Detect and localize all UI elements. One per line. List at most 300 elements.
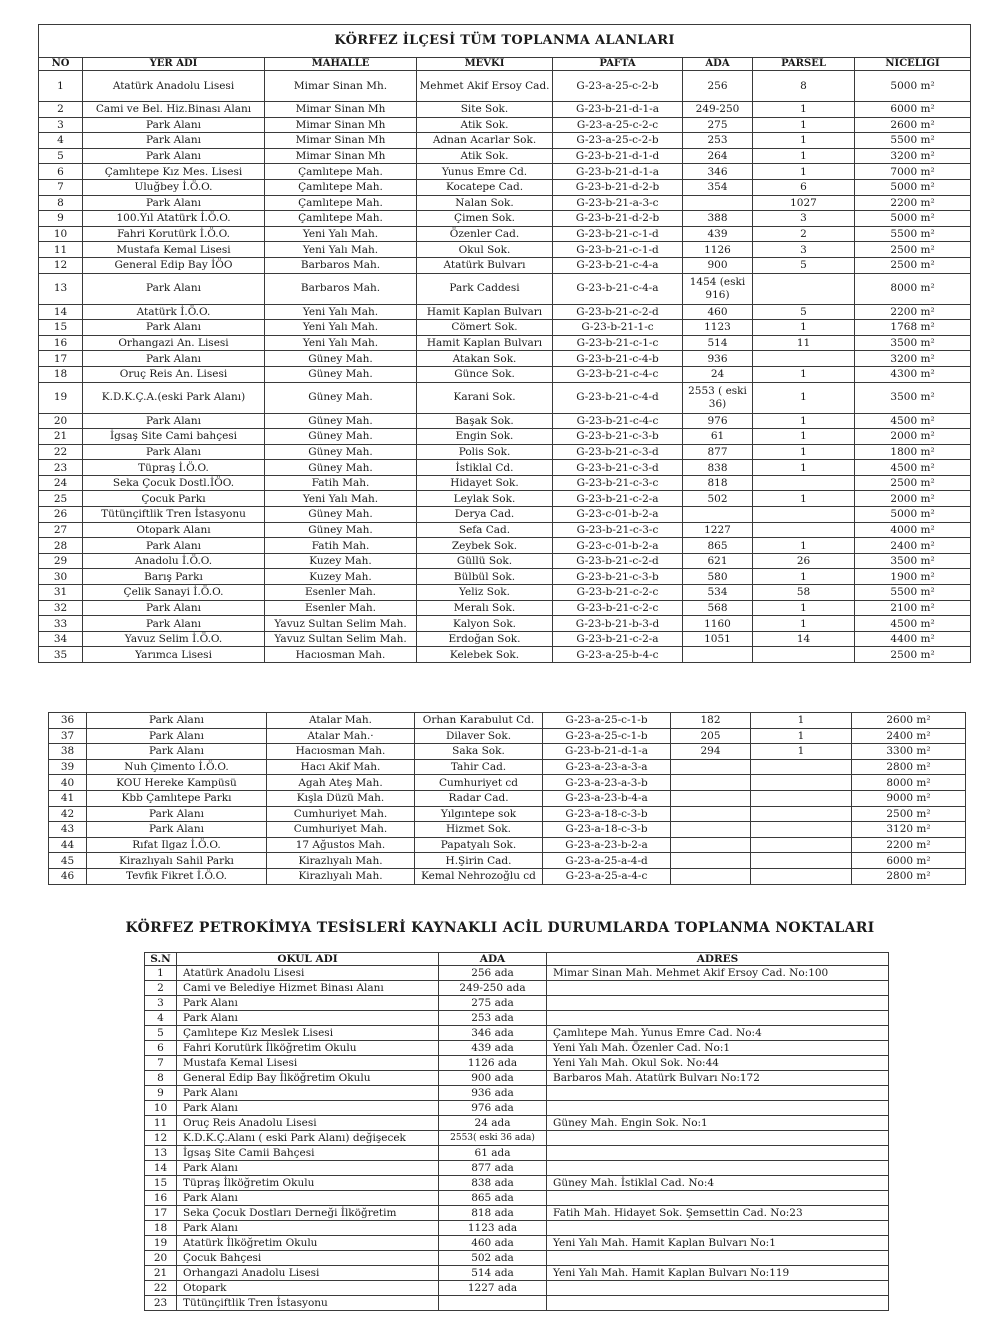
table-cell: Derya Cad. xyxy=(417,507,553,523)
table-cell: 346 ada xyxy=(439,1026,547,1041)
table-cell: Rıfat Ilgaz İ.Ö.O. xyxy=(87,837,267,853)
table-cell: Park Alanı xyxy=(83,273,265,304)
table-cell: Radar Cad. xyxy=(415,790,543,806)
table-cell: 5 xyxy=(39,148,83,164)
table-cell: 6 xyxy=(753,179,855,195)
table-cell: 5000 m² xyxy=(855,71,971,102)
table-cell: Mehmet Akif Ersoy Cad. xyxy=(417,71,553,102)
table-cell: Çamlıtepe Kız Meslek Lisesi xyxy=(177,1026,439,1041)
table-cell: 1900 m² xyxy=(855,569,971,585)
table-cell xyxy=(751,759,852,775)
table-cell: 32 xyxy=(39,600,83,616)
table-cell: 502 ada xyxy=(439,1251,547,1266)
table-cell: G-23-b-21-c-4-b xyxy=(553,351,683,367)
table-cell: Hacıosman Mah. xyxy=(267,744,415,760)
table-row xyxy=(49,806,966,822)
table-row xyxy=(145,1161,889,1176)
table-cell: 14 xyxy=(39,304,83,320)
table-cell: G-23-b-21-c-3-b xyxy=(553,569,683,585)
table-cell: 900 ada xyxy=(439,1071,547,1086)
table-cell: Kalyon Sok. xyxy=(417,616,553,632)
table-cell: 7 xyxy=(145,1056,177,1071)
table-cell: G-23-b-21-c-3-c xyxy=(553,522,683,538)
table-row xyxy=(39,71,971,102)
table-cell xyxy=(753,475,855,491)
table-cell xyxy=(547,1161,889,1176)
table-cell: 12 xyxy=(39,257,83,273)
table-cell: 3 xyxy=(753,211,855,227)
table-cell: Papatyalı Sok. xyxy=(415,837,543,853)
table-cell: Tahir Cad. xyxy=(415,759,543,775)
table-cell: Yeni Yalı Mah. xyxy=(265,491,417,507)
table-row xyxy=(39,616,971,632)
table-cell xyxy=(547,1221,889,1236)
table-cell: Park Alanı xyxy=(87,744,267,760)
table-cell: Mustafa Kemal Lisesi xyxy=(83,242,265,258)
table-cell xyxy=(751,853,852,869)
table-cell: 15 xyxy=(39,320,83,336)
table-cell: 1 xyxy=(753,569,855,585)
column-header: NİCELİĞİ xyxy=(855,58,971,71)
table-cell: 2553 ( eski 36) xyxy=(683,382,753,413)
table-row xyxy=(39,257,971,273)
table-cell: 100.Yıl Atatürk İ.Ö.O. xyxy=(83,211,265,227)
table-cell: Kuzey Mah. xyxy=(265,569,417,585)
table-cell: 1768 m² xyxy=(855,320,971,336)
table-cell: Park Alanı xyxy=(177,1161,439,1176)
table-cell: 20 xyxy=(145,1251,177,1266)
table-cell: Yeni Yalı Mah. xyxy=(265,304,417,320)
table-cell: KOU Hereke Kampüsü xyxy=(87,775,267,791)
table-cell: 1227 xyxy=(683,522,753,538)
table-cell: 2200 m² xyxy=(855,304,971,320)
table-cell: G-23-b-21-c-1-c xyxy=(553,335,683,351)
table-title: KÖRFEZ İLÇESİ TÜM TOPLANMA ALANLARI xyxy=(39,25,971,58)
table-cell: 3200 m² xyxy=(855,148,971,164)
table-cell: Seka Çocuk Dostları Derneği İlköğretim xyxy=(177,1206,439,1221)
table-cell: Oruç Reis Anadolu Lisesi xyxy=(177,1116,439,1131)
table-cell: Atatürk Bulvarı xyxy=(417,257,553,273)
table-cell: Günce Sok. xyxy=(417,366,553,382)
table-cell: 182 xyxy=(671,713,751,729)
table-cell: 2553( eski 36 ada) xyxy=(439,1131,547,1146)
table-cell: G-23-c-01-b-2-a xyxy=(553,538,683,554)
table-row xyxy=(39,304,971,320)
table-cell: Kirazlıyalı Sahil Parkı xyxy=(87,853,267,869)
table-cell: 838 ada xyxy=(439,1176,547,1191)
table-cell: G-23-b-21-c-4-c xyxy=(553,413,683,429)
table-cell: Park Alanı xyxy=(177,1011,439,1026)
table-cell: 256 xyxy=(683,71,753,102)
table-cell: Zeybek Sok. xyxy=(417,538,553,554)
column-header: PARSEL xyxy=(753,58,855,71)
table-cell xyxy=(547,1251,889,1266)
table-cell: 534 xyxy=(683,585,753,601)
table-cell: 3 xyxy=(145,996,177,1011)
table-row xyxy=(145,996,889,1011)
table-cell: 7 xyxy=(39,179,83,195)
table-cell: G-23-b-21-d-2-b xyxy=(553,211,683,227)
table-cell: G-23-b-21-d-1-a xyxy=(553,102,683,118)
table-cell xyxy=(671,837,751,853)
table-cell: Otopark Alanı xyxy=(83,522,265,538)
table-cell: Güney Mah. xyxy=(265,366,417,382)
table-cell: 33 xyxy=(39,616,83,632)
table-row xyxy=(39,273,971,304)
table-cell: 5500 m² xyxy=(855,133,971,149)
table-cell: Atalar Mah. xyxy=(267,713,415,729)
table-cell: Park Caddesi xyxy=(417,273,553,304)
table-cell: 7000 m² xyxy=(855,164,971,180)
table-cell: Orhangazi Anadolu Lisesi xyxy=(177,1266,439,1281)
table-row xyxy=(145,1086,889,1101)
table-cell: 5500 m² xyxy=(855,585,971,601)
table-row xyxy=(49,713,966,729)
table-cell: Tüpraş İlköğretim Okulu xyxy=(177,1176,439,1191)
table-cell: 388 xyxy=(683,211,753,227)
table-row xyxy=(145,1056,889,1071)
table-row xyxy=(145,1071,889,1086)
table-cell: 2400 m² xyxy=(852,728,966,744)
table-row xyxy=(39,211,971,227)
table-row xyxy=(145,1266,889,1281)
table-cell: 253 ada xyxy=(439,1011,547,1026)
table-cell: G-23-a-25-c-1-b xyxy=(543,713,671,729)
table-cell: G-23-b-21-c-3-b xyxy=(553,429,683,445)
table-row xyxy=(39,600,971,616)
table-row xyxy=(145,1206,889,1221)
table-cell: H.Şirin Cad. xyxy=(415,853,543,869)
table-row xyxy=(39,460,971,476)
table-row xyxy=(49,759,966,775)
table-cell xyxy=(671,822,751,838)
column-header: MAHALLE xyxy=(265,58,417,71)
table-cell: Çocuk Parkı xyxy=(83,491,265,507)
table-cell: 976 ada xyxy=(439,1101,547,1116)
table-cell xyxy=(547,1131,889,1146)
table-cell xyxy=(547,1191,889,1206)
table-cell: Orhangazi An. Lisesi xyxy=(83,335,265,351)
table-cell: G-23-b-21-c-4-a xyxy=(553,273,683,304)
table-cell: 1 xyxy=(145,966,177,981)
table-cell: 25 xyxy=(39,491,83,507)
table-cell: 4300 m² xyxy=(855,366,971,382)
table-cell: 19 xyxy=(145,1236,177,1251)
table-cell: Başak Sok. xyxy=(417,413,553,429)
table-cell: Park Alanı xyxy=(83,538,265,554)
table-cell: 5000 m² xyxy=(855,507,971,523)
table-cell: Barbaros Mah. xyxy=(265,273,417,304)
table-row xyxy=(145,1296,889,1311)
table-cell: Okul Sok. xyxy=(417,242,553,258)
table-cell xyxy=(753,507,855,523)
table-cell: Kirazlıyalı Mah. xyxy=(267,868,415,884)
table-cell xyxy=(751,806,852,822)
table-row xyxy=(49,775,966,791)
table-cell: 11 xyxy=(753,335,855,351)
table-row xyxy=(39,242,971,258)
table-row xyxy=(39,148,971,164)
table-cell: 264 xyxy=(683,148,753,164)
table-cell: 346 xyxy=(683,164,753,180)
table-cell: Seka Çocuk Dostl.İÖO. xyxy=(83,475,265,491)
table-cell: 2000 m² xyxy=(855,429,971,445)
table-cell: 20 xyxy=(39,413,83,429)
table-cell: Mimar Sinan Mah. Mehmet Akif Ersoy Cad. No:100 xyxy=(547,966,889,981)
table-cell: Yeni Yalı Mah. xyxy=(265,320,417,336)
table-cell: 1 xyxy=(753,413,855,429)
table-cell: Hidayet Sok. xyxy=(417,475,553,491)
table-cell xyxy=(547,981,889,996)
table-cell xyxy=(439,1296,547,1311)
table-cell: 37 xyxy=(49,728,87,744)
table-cell: 4500 m² xyxy=(855,460,971,476)
table-cell: 2400 m² xyxy=(855,538,971,554)
table-row xyxy=(145,966,889,981)
table-cell: Hizmet Sok. xyxy=(415,822,543,838)
table-cell: 1 xyxy=(753,148,855,164)
table-cell: Park Alanı xyxy=(83,600,265,616)
table-cell: Park Alanı xyxy=(83,320,265,336)
column-header: PAFTA xyxy=(553,58,683,71)
table-cell: 1 xyxy=(753,366,855,382)
table-cell: 2800 m² xyxy=(852,759,966,775)
table-cell: Park Alanı xyxy=(87,806,267,822)
table-cell: 502 xyxy=(683,491,753,507)
table-cell: 275 xyxy=(683,117,753,133)
table-cell: Hamit Kaplan Bulvarı xyxy=(417,335,553,351)
table-cell: Tüpraş İ.Ö.O. xyxy=(83,460,265,476)
table-cell: Yeni Yalı Mah. Okul Sok. No:44 xyxy=(547,1056,889,1071)
table-cell: Güney Mah. Engin Sok. No:1 xyxy=(547,1116,889,1131)
table-cell: Çamlıtepe Kız Mes. Lisesi xyxy=(83,164,265,180)
column-header: ADA xyxy=(439,953,547,966)
table-cell xyxy=(683,195,753,211)
table-cell: 1 xyxy=(39,71,83,102)
table-cell: G-23-a-25-c-2-b xyxy=(553,133,683,149)
table-cell: 865 xyxy=(683,538,753,554)
table-cell: 2500 m² xyxy=(855,257,971,273)
table-cell: G-23-b-21-c-4-d xyxy=(553,382,683,413)
table-row xyxy=(39,553,971,569)
table-row xyxy=(39,366,971,382)
table-cell: Güllü Sok. xyxy=(417,553,553,569)
table-cell: Park Alanı xyxy=(83,616,265,632)
table-cell xyxy=(751,837,852,853)
table-row xyxy=(145,1026,889,1041)
table-cell: Özenler Cad. xyxy=(417,226,553,242)
table-cell: 34 xyxy=(39,631,83,647)
table-cell: General Edip Bay İÖO xyxy=(83,257,265,273)
table-cell: Tevfik Fikret İ.Ö.O. xyxy=(87,868,267,884)
header-row xyxy=(39,58,971,71)
table-cell: Kemal Nehrozoğlu cd xyxy=(415,868,543,884)
table-cell: Yeni Yalı Mah. Hamit Kaplan Bulvarı No:119 xyxy=(547,1266,889,1281)
table-cell: 2200 m² xyxy=(852,837,966,853)
table-row xyxy=(49,728,966,744)
table-cell: Çamlıtepe Mah. xyxy=(265,211,417,227)
table-cell: 38 xyxy=(49,744,87,760)
table-cell: Polis Sok. xyxy=(417,444,553,460)
table-row xyxy=(145,1131,889,1146)
table-cell: Çamlıtepe Mah. Yunus Emre Cad. No:4 xyxy=(547,1026,889,1041)
table-cell xyxy=(683,647,753,663)
table-cell: G-23-a-25-c-2-b xyxy=(553,71,683,102)
table-cell: Güney Mah. İstiklal Cad. No:4 xyxy=(547,1176,889,1191)
table-row xyxy=(39,585,971,601)
table-cell: Atatürk Anadolu Lisesi xyxy=(177,966,439,981)
table-cell: 1 xyxy=(753,491,855,507)
table-cell: Yeliz Sok. xyxy=(417,585,553,601)
table-cell: 2500 m² xyxy=(855,242,971,258)
table-cell xyxy=(751,822,852,838)
table-cell: Nuh Çimento İ.Ö.O. xyxy=(87,759,267,775)
table-cell: Cumhuriyet cd xyxy=(415,775,543,791)
table-cell: 11 xyxy=(39,242,83,258)
table-cell: Güney Mah. xyxy=(265,522,417,538)
table-row xyxy=(39,117,971,133)
table-cell: Park Alanı xyxy=(83,351,265,367)
table-cell: Yeni Yalı Mah. Hamit Kaplan Bulvarı No:1 xyxy=(547,1236,889,1251)
table-cell: Park Alanı xyxy=(83,117,265,133)
table-row xyxy=(49,822,966,838)
table-cell: G-23-b-21-d-1-a xyxy=(553,164,683,180)
table-cell: 936 ada xyxy=(439,1086,547,1101)
table-cell: 3500 m² xyxy=(855,382,971,413)
table-cell: 40 xyxy=(49,775,87,791)
header-row xyxy=(145,953,889,966)
table-cell: 26 xyxy=(39,507,83,523)
table-cell: 4000 m² xyxy=(855,522,971,538)
table-cell: 1 xyxy=(753,600,855,616)
table-cell: Güney Mah. xyxy=(265,429,417,445)
table-cell: 19 xyxy=(39,382,83,413)
table-cell xyxy=(753,273,855,304)
table-cell: Çocuk Bahçesi xyxy=(177,1251,439,1266)
table-cell: 8000 m² xyxy=(852,775,966,791)
table-cell: Orhan Karabulut Cd. xyxy=(415,713,543,729)
table-cell: 10 xyxy=(39,226,83,242)
table-cell: 514 ada xyxy=(439,1266,547,1281)
table-cell: 17 Ağustos Mah. xyxy=(267,837,415,853)
table-row xyxy=(39,102,971,118)
table-cell xyxy=(753,522,855,538)
table-cell: 1160 xyxy=(683,616,753,632)
table-cell: 8000 m² xyxy=(855,273,971,304)
table-cell: 13 xyxy=(145,1146,177,1161)
table-cell: Atalar Mah.· xyxy=(267,728,415,744)
table-cell: Kelebek Sok. xyxy=(417,647,553,663)
table-cell: 877 xyxy=(683,444,753,460)
table-cell xyxy=(671,790,751,806)
table-cell: 3200 m² xyxy=(855,351,971,367)
table-row xyxy=(39,507,971,523)
table-cell: G-23-b-21-c-4-a xyxy=(553,257,683,273)
table-cell xyxy=(671,759,751,775)
table-cell: 1227 ada xyxy=(439,1281,547,1296)
table-row xyxy=(145,1146,889,1161)
column-header: NO xyxy=(39,58,83,71)
table-cell xyxy=(671,806,751,822)
table-cell: 865 ada xyxy=(439,1191,547,1206)
table-cell: 1027 xyxy=(753,195,855,211)
table-cell xyxy=(547,1146,889,1161)
table-cell: 294 xyxy=(671,744,751,760)
table-cell: 1 xyxy=(753,382,855,413)
table-cell: Yeni Yalı Mah. xyxy=(265,335,417,351)
table-row xyxy=(145,981,889,996)
table-cell: 5500 m² xyxy=(855,226,971,242)
table-cell: 205 xyxy=(671,728,751,744)
table-cell: Kışla Düzü Mah. xyxy=(267,790,415,806)
table-cell: G-23-b-21-c-2-d xyxy=(553,553,683,569)
table-row xyxy=(145,1011,889,1026)
table-cell: 3 xyxy=(753,242,855,258)
table-row xyxy=(145,1281,889,1296)
table-cell: Bülbül Sok. xyxy=(417,569,553,585)
table-cell: 14 xyxy=(753,631,855,647)
table-cell: 9 xyxy=(145,1086,177,1101)
table-cell: 568 xyxy=(683,600,753,616)
table-cell: 3500 m² xyxy=(855,335,971,351)
table-cell: Atatürk Anadolu Lisesi xyxy=(83,71,265,102)
table-cell: 1123 ada xyxy=(439,1221,547,1236)
table-cell: G-23-b-21-d-1-a xyxy=(543,744,671,760)
table-cell: 46 xyxy=(49,868,87,884)
table-cell: Kuzey Mah. xyxy=(265,553,417,569)
table-row xyxy=(145,1191,889,1206)
table-cell: 2500 m² xyxy=(852,806,966,822)
table-cell: 2500 m² xyxy=(855,647,971,663)
table-cell: Fahri Korutürk İlköğretim Okulu xyxy=(177,1041,439,1056)
table-cell: 439 xyxy=(683,226,753,242)
table-cell: 4 xyxy=(145,1011,177,1026)
table-cell: 8 xyxy=(145,1071,177,1086)
table-cell: Cömert Sok. xyxy=(417,320,553,336)
table-cell: Atik Sok. xyxy=(417,148,553,164)
table-cell: Mimar Sinan Mh. xyxy=(265,71,417,102)
table-row xyxy=(145,1236,889,1251)
table-cell: Park Alanı xyxy=(177,1086,439,1101)
table-cell: Kbb Çamlıtepe Parkı xyxy=(87,790,267,806)
table-cell: 460 xyxy=(683,304,753,320)
table-cell: Hacı Akif Mah. xyxy=(267,759,415,775)
table-cell: 2200 m² xyxy=(855,195,971,211)
table-cell: G-23-b-21-c-2-c xyxy=(553,600,683,616)
table-cell: G-23-b-21-c-2-d xyxy=(553,304,683,320)
table-cell: Yeni Yalı Mah. Özenler Cad. No:1 xyxy=(547,1041,889,1056)
toplanma-alanlari-continued-table xyxy=(48,712,966,885)
table-cell: 5 xyxy=(753,304,855,320)
table-cell: 256 ada xyxy=(439,966,547,981)
table-cell: İstiklal Cd. xyxy=(417,460,553,476)
table-row xyxy=(145,1221,889,1236)
table-cell: 1 xyxy=(753,117,855,133)
table-row xyxy=(49,790,966,806)
table-cell: Cumhuriyet Mah. xyxy=(267,806,415,822)
table-cell: 580 xyxy=(683,569,753,585)
table-row xyxy=(145,1251,889,1266)
table-cell: 2 xyxy=(753,226,855,242)
table-cell: 4500 m² xyxy=(855,413,971,429)
table-cell: Barbaros Mah. Atatürk Bulvarı No:172 xyxy=(547,1071,889,1086)
table-row xyxy=(39,444,971,460)
table-cell: Güney Mah. xyxy=(265,507,417,523)
table-row xyxy=(39,491,971,507)
table-cell: K.D.K.Ç.A.(eski Park Alanı) xyxy=(83,382,265,413)
table-cell: 39 xyxy=(49,759,87,775)
table-cell: Engin Sok. xyxy=(417,429,553,445)
